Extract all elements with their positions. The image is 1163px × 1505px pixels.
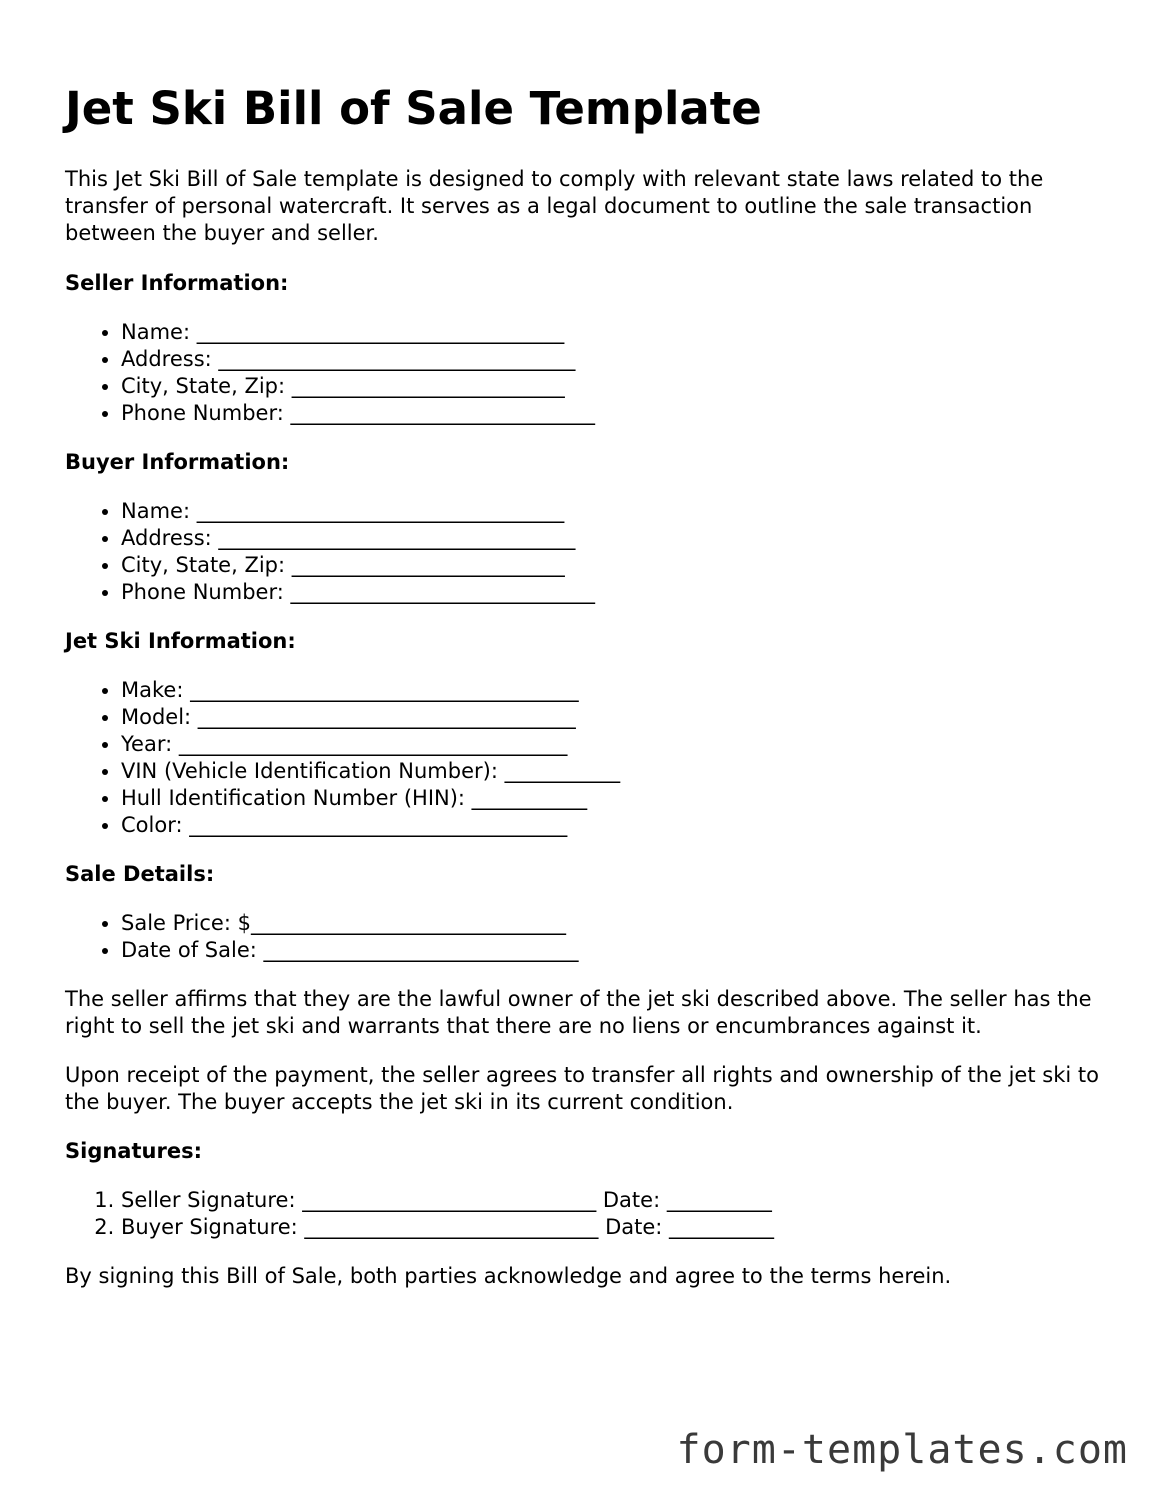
buyer-signature-line: 2. Buyer Signature: ____________________________ Date: __________	[121, 1214, 1105, 1241]
affirmation-paragraph: The seller affirms that they are the lawful owner of the jet ski described above. The seller has the right to sell the jet ski and warrants that there are no liens or encumbrances against it.	[65, 987, 1092, 1038]
jetski-fields-list	[65, 677, 1105, 839]
jetski-color-field: • Color: ____________________________________	[121, 812, 1105, 839]
jetski-heading: Jet Ski Information:	[65, 629, 296, 653]
signatures-list	[65, 1187, 1105, 1241]
document-page	[65, 78, 1105, 1312]
watermark: form-templates.com	[676, 1427, 1128, 1473]
jetski-vin-field: • VIN (Vehicle Identification Number): ___________	[121, 758, 1105, 785]
buyer-fields-list	[65, 498, 1105, 606]
buyer-city-state-zip-field: • City, State, Zip: __________________________	[121, 552, 1105, 579]
seller-signature-line: 1. Seller Signature: ____________________________ Date: __________	[121, 1187, 1105, 1214]
seller-fields-list	[65, 319, 1105, 427]
closing-paragraph: By signing this Bill of Sale, both parties acknowledge and agree to the terms herein.	[65, 1264, 952, 1288]
buyer-name-field: • Name: ___________________________________	[121, 498, 1105, 525]
jetski-year-field: • Year: _____________________________________	[121, 731, 1105, 758]
sale-heading: Sale Details:	[65, 862, 215, 886]
seller-city-state-zip-field: • City, State, Zip: __________________________	[121, 373, 1105, 400]
sale-date-field: • Date of Sale: ______________________________	[121, 937, 1105, 964]
buyer-address-field: • Address: __________________________________	[121, 525, 1105, 552]
buyer-phone-field: • Phone Number: _____________________________	[121, 579, 1105, 606]
seller-address-field: • Address: __________________________________	[121, 346, 1105, 373]
jetski-hin-field: • Hull Identification Number (HIN): ___________	[121, 785, 1105, 812]
jetski-model-field: • Model: ____________________________________	[121, 704, 1105, 731]
transfer-paragraph: Upon receipt of the payment, the seller agrees to transfer all rights and ownership of the jet ski to the buyer. The buyer accepts the jet ski in its current condition.	[65, 1063, 1099, 1114]
jetski-make-field: • Make: _____________________________________	[121, 677, 1105, 704]
sale-price-field: • Sale Price: $______________________________	[121, 910, 1105, 937]
buyer-heading: Buyer Information:	[65, 450, 290, 474]
seller-name-field: • Name: ___________________________________	[121, 319, 1105, 346]
seller-heading: Seller Information:	[65, 271, 289, 295]
document-title: Jet Ski Bill of Sale Template	[65, 82, 762, 135]
sale-fields-list	[65, 910, 1105, 964]
intro-paragraph: This Jet Ski Bill of Sale template is designed to comply with relevant state laws related to the transfer of personal watercraft. It serves as a legal document to outline the sale transaction between the buyer and seller.	[65, 167, 1044, 245]
seller-phone-field: • Phone Number: _____________________________	[121, 400, 1105, 427]
signatures-heading: Signatures:	[65, 1139, 202, 1163]
